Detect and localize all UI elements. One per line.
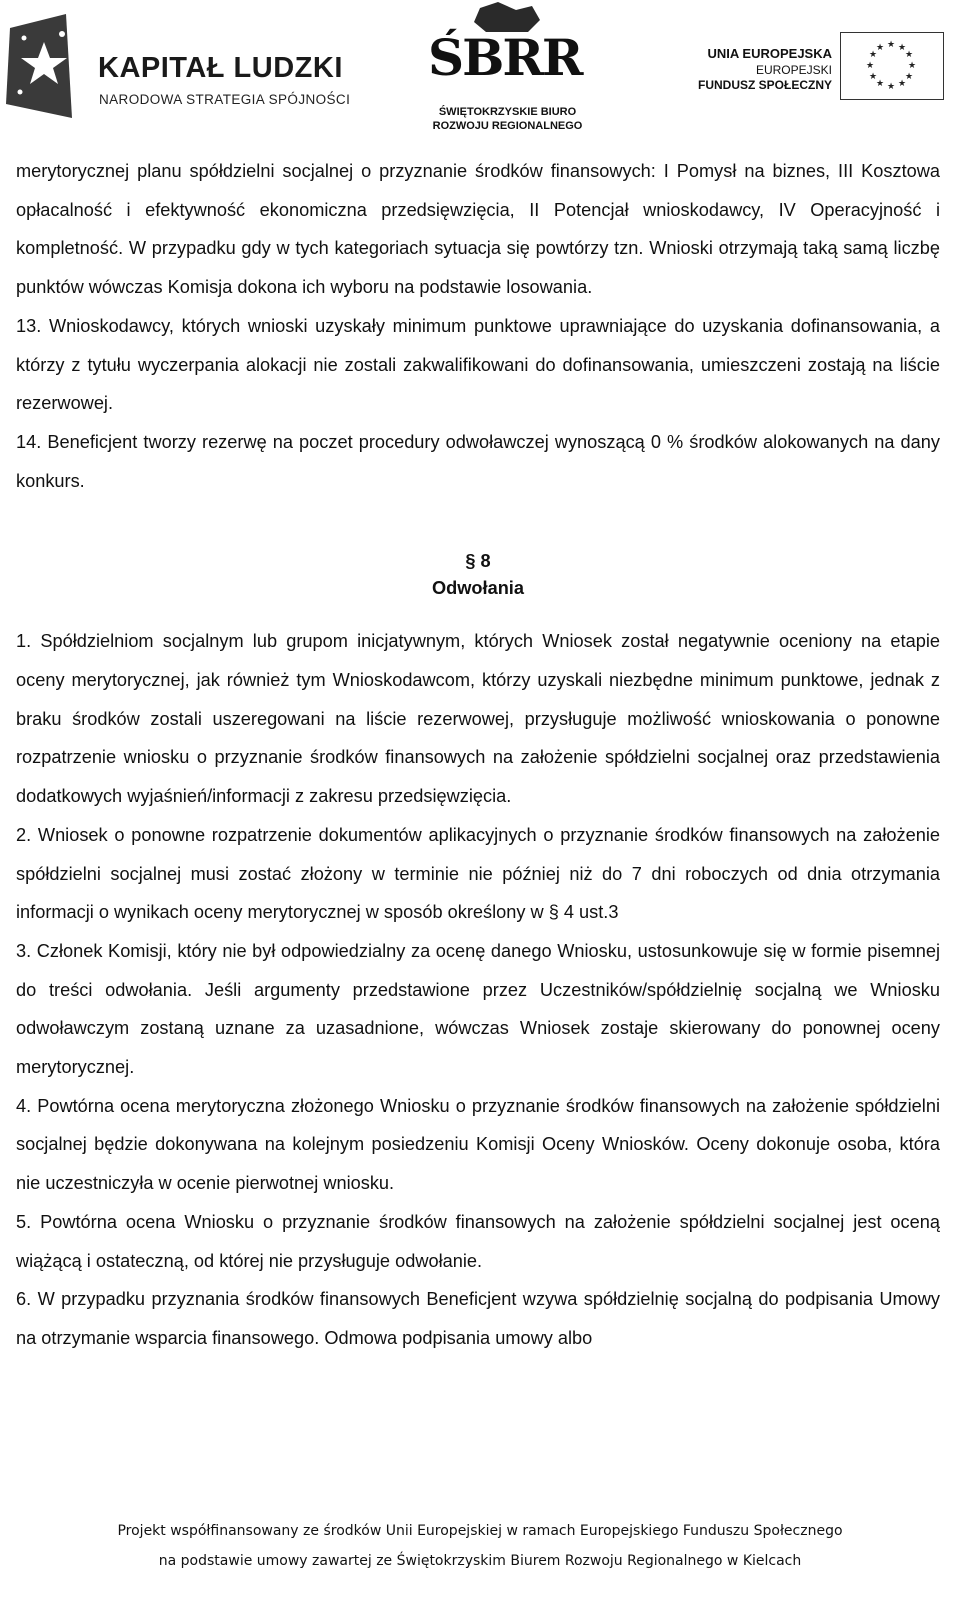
sbrr-name-line2: ROZWOJU REGIONALNEGO (432, 120, 583, 132)
eu-logo (690, 30, 952, 110)
kapital-ludzki-title: KAPITAŁ LUDZKI (98, 52, 343, 84)
paragraph-1: 1. Spółdzielniom socjalnym lub grupom inicjatywnym, których Wniosek został negatywnie oceniony na etapie oceny merytorycznej, jak również tym Wnioskodawcom, którzy uzyskali niezbędne minimum punktowe, jednak z braku środków zostali uszeregowani na liście rezerwowej, przysługuje możliwość wnioskowania o ponowne rozpatrzenie wniosku o przyznanie środków finansowych na założenie spółdzielni socjalnej oraz przedstawienia dodatkowych wyjaśnień/informacji z zakresu przedsięwzięcia. (16, 631, 940, 807)
eu-line2: EUROPEJSKI (755, 63, 832, 77)
kapital-ludzki-subtitle: NARODOWA STRATEGIA SPÓJNOŚCI (99, 92, 351, 107)
eu-line3: FUNDUSZ SPOŁECZNY (697, 78, 832, 92)
section-title: Odwołania (432, 578, 524, 599)
paragraph-13: 13. Wnioskodawcy, których wnioski uzyskały minimum punktowe uprawniające do uzyskania dofinansowania, a którzy z tytułu wyczerpania alokacji nie zostali zakwalifikowani do dofinansowania, umieszczeni zostają na liście rezerwowej. (16, 315, 940, 414)
section-heading (16, 548, 940, 602)
paragraph-3: 3. Członek Komisji, który nie był odpowiedzialny za ocenę danego Wniosku, ustosunkowuje się w formie pisemnej do treści odwołania. Jeśli argumenty przedstawione przez Uczestników/spółdzielnię socjalną we Wniosku odwoławczym zostaną uznane za uzasadnione, wówczas Wniosek zostaje skierowany do ponownej oceny merytorycznej. (16, 940, 940, 1078)
svg-text:★: ★ (868, 72, 878, 82)
paragraph-2: 2. Wniosek o ponowne rozpatrzenie dokumentów aplikacyjnych o przyznanie środków finansowych na założenie spółdzielni socjalnej musi zostać złożony w terminie nie później niż do 7 dni roboczych od dnia otrzymania informacji o wynikach oceny merytorycznej w sposób określony w § 4 ust.3 (16, 824, 940, 923)
eu-flag (840, 32, 944, 100)
paragraph-continued: merytorycznej planu spółdzielni socjalnej o przyznanie środków finansowych: I Pomysł na biznes, III Kosztowa opłacalność i efektywność ekonomiczna przedsięwzięcia, II Potencjał wnioskodawcy, IV Operacyjność i kompletność. W przypadku gdy w tych kategoriach sytuacja się powtórzy tzn. Wnioski otrzymają taką samą liczbę punktów wówczas Komisja dokona ich wyboru na podstawie losowania. (16, 161, 940, 298)
sbrr-mark: ŚBRR (428, 28, 582, 87)
paragraph-6: 6. W przypadku przyznania środków finansowych Beneficjent wzywa spółdzielnię socjalną do podpisania Umowy na otrzymanie wsparcia finansowego. Odmowa podpisania umowy albo (16, 1289, 940, 1348)
svg-text:★: ★ (886, 40, 896, 50)
section-number: § 8 (465, 551, 491, 572)
paragraph-4: 4. Powtórna ocena merytoryczna złożonego Wniosku o przyznanie środków finansowych na założenie spółdzielni socjalnej będzie dokonywana na kolejnym posiedzeniu Komisji Oceny Wniosków. Oceny dokonuje osoba, która nie uczestniczyła w ocenie pierwotnej wniosku. (16, 1095, 940, 1194)
paragraph-14: 14. Beneficjent tworzy rezerwę na poczet procedury odwoławczej wynoszącą 0 % środków alokowanych na dany konkurs. (16, 431, 940, 491)
section-spacer (16, 500, 940, 540)
svg-text:★: ★ (907, 61, 917, 71)
svg-text:★: ★ (875, 79, 885, 89)
footer-line2: na podstawie umowy zawartej ze Świętokrzyskim Biurem Rozwoju Regionalnego w Kielcach (158, 1553, 802, 1569)
kapital-ludzki-star-icon (6, 14, 96, 118)
document-body (16, 152, 940, 1358)
eu-line1: UNIA EUROPEJSKA (707, 46, 832, 61)
svg-text:★: ★ (897, 79, 907, 89)
svg-text:★: ★ (904, 72, 914, 82)
svg-text:★: ★ (897, 43, 907, 53)
eu-stars-icon (841, 33, 942, 98)
svg-text:★: ★ (875, 43, 885, 53)
page-header (0, 0, 960, 135)
svg-text:★: ★ (865, 61, 875, 71)
kapital-ludzki-logo (6, 14, 351, 118)
footer-line1: Projekt współfinansowany ze środków Unii Europejskiej w ramach Europejskiego Funduszu Społecznego (117, 1523, 843, 1539)
sbrr-logo (420, 2, 595, 132)
svg-text:★: ★ (904, 50, 914, 60)
paragraph-5: 5. Powtórna ocena Wniosku o przyznanie środków finansowych na założenie spółdzielni socjalnej jest oceną wiążącą i ostateczną, od której nie przysługuje odwołanie. (16, 1211, 940, 1271)
svg-text:★: ★ (868, 50, 878, 60)
sbrr-name-line1: ŚWIĘTOKRZYSKIE BIURO (438, 106, 577, 118)
svg-text:★: ★ (886, 82, 896, 92)
